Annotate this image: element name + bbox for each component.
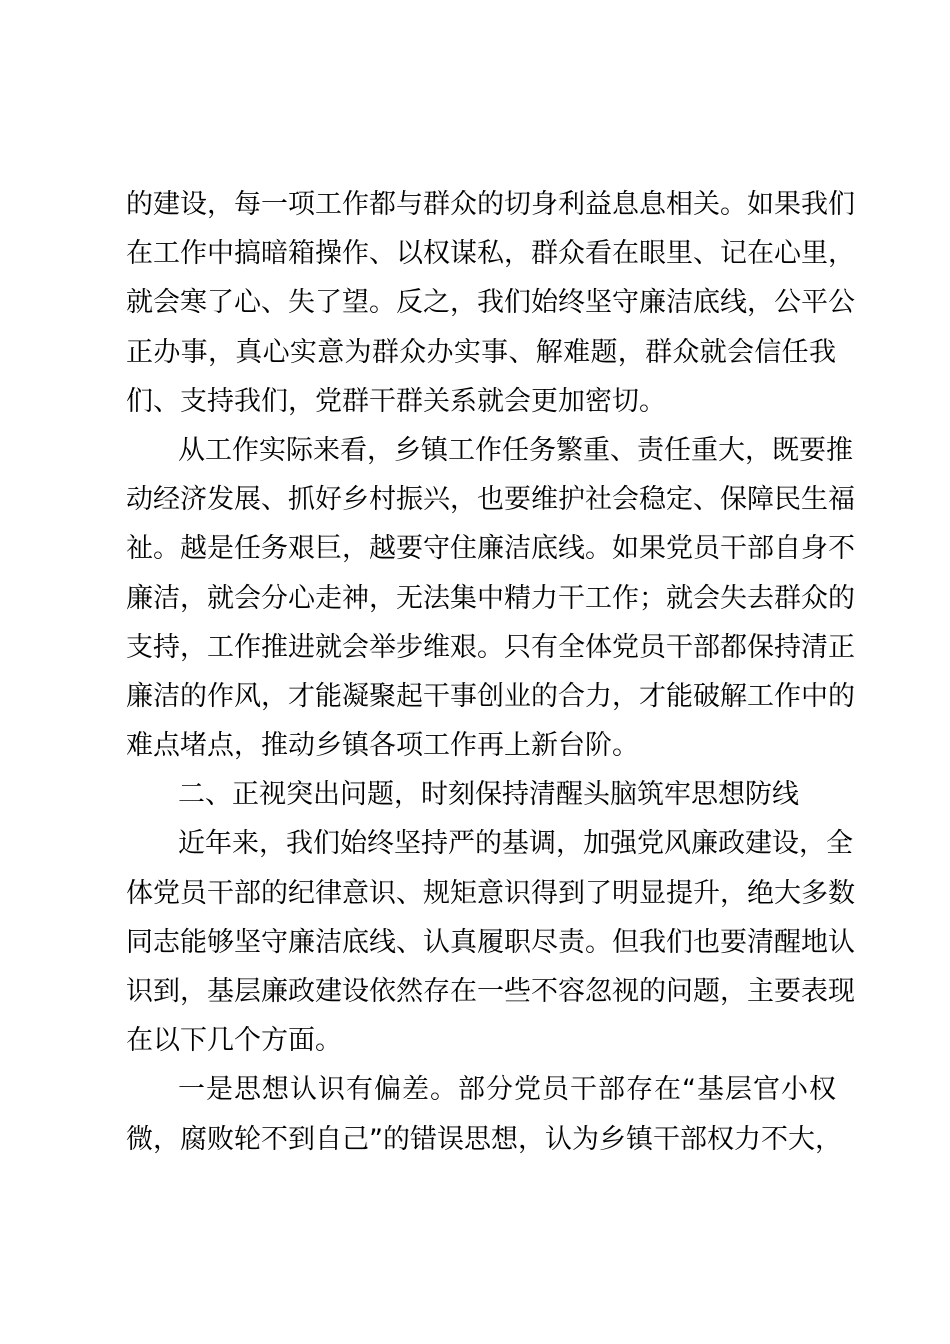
body-line: 在工作中搞暗箱操作、以权谋私，群众看在眼里、记在心里，: [126, 238, 855, 270]
body-line: 廉洁的作风，才能凝聚起干事创业的合力，才能破解工作中的: [126, 680, 855, 712]
body-line: 同志能够坚守廉洁底线、认真履职尽责。但我们也要清醒地认: [126, 926, 855, 958]
paragraph-start-line: 一是思想认识有偏差。部分党员干部存在“基层官小权: [178, 1074, 836, 1106]
document-body: [126, 180, 855, 1164]
body-line: 正办事，真心实意为群众办实事、解难题，群众就会信任我: [126, 336, 836, 368]
body-line: 在以下几个方面。: [126, 1025, 342, 1057]
body-line: 难点堵点，推动乡镇各项工作再上新台阶。: [126, 730, 639, 762]
section-heading: 二、正视突出问题，时刻保持清醒头脑筑牢思想防线: [178, 779, 799, 811]
body-line: 的建设，每一项工作都与群众的切身利益息息相关。如果我们: [126, 189, 855, 220]
body-line: 识到，基层廉政建设依然存在一些不容忽视的问题，主要表现: [126, 976, 855, 1007]
body-line: 祉。越是任务艰巨，越要守住廉洁底线。如果党员干部自身不: [126, 533, 855, 565]
body-line: 体党员干部的纪律意识、规矩意识得到了明显提升，绝大多数: [126, 877, 855, 909]
body-line: 们、支持我们，党群干群关系就会更加密切。: [126, 385, 666, 417]
body-line: 微，腐败轮不到自己”的错误思想，认为乡镇干部权力不大，: [126, 1123, 842, 1155]
body-line: 支持，工作推进就会举步维艰。只有全体党员干部都保持清正: [126, 631, 855, 663]
paragraph-start-line: 从工作实际来看，乡镇工作任务繁重、责任重大，既要推: [178, 434, 853, 466]
body-line: 动经济发展、抓好乡村振兴，也要维护社会稳定、保障民生福: [126, 484, 855, 516]
paragraph-start-line: 近年来，我们始终坚持严的基调，加强党风廉政建设，全: [178, 828, 853, 860]
body-line: 廉洁，就会分心走神，无法集中精力干工作；就会失去群众的: [126, 582, 855, 614]
body-line: 就会寒了心、失了望。反之，我们始终坚守廉洁底线，公平公: [126, 287, 855, 319]
